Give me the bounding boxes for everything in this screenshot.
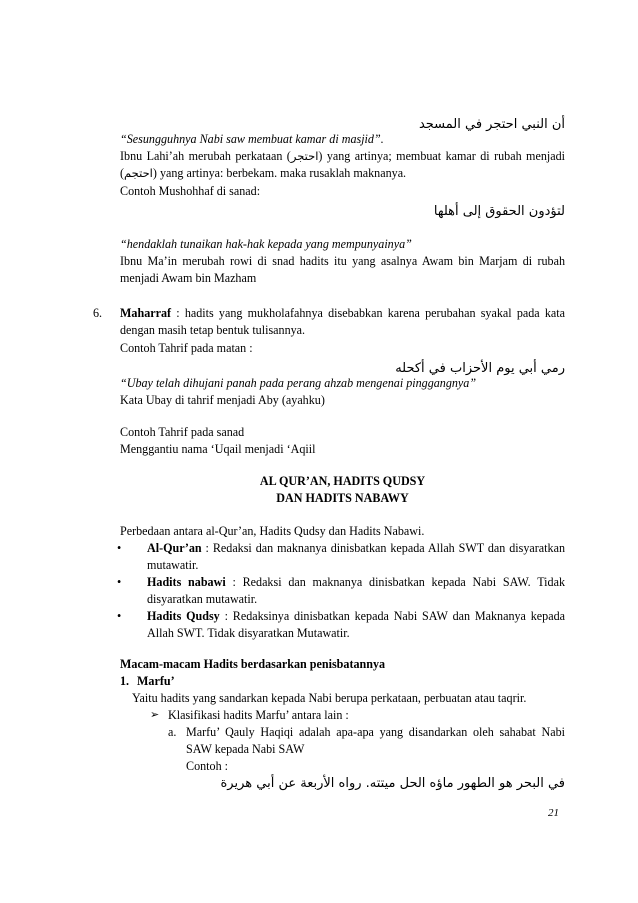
comparison-item-quran	[117, 540, 565, 574]
translation-ubay: “Ubay telah dihujani panah pada perang ahzab mengenai pinggangnya”	[120, 376, 477, 390]
explanation-ibnu-lahiah	[120, 148, 565, 182]
bullet: •	[117, 541, 122, 555]
arabic-hadith-latuaddunna: لتؤدون الحقوق إلى أهلها	[433, 204, 565, 219]
comparison-text: : Redaksi dan maknanya dinisbatkan kepada Nabi SAW. Tidak disyaratkan mutawatir.	[147, 575, 565, 607]
explanation-ibnu-main: Ibnu Ma’in merubah rowi di snad hadits itu yang asalnya Awam bin Marjam di rubah menjadi Awam bin Mazham	[120, 254, 565, 286]
marfu-number: 1.	[120, 674, 130, 688]
comparison-term: Hadits Qudsy	[147, 609, 220, 623]
comparison-term: Al-Qur’an	[147, 541, 202, 555]
item-6-definition	[120, 305, 565, 339]
klasifikasi-text: Klasifikasi hadits Marfu’ antara lain :	[168, 708, 349, 722]
sanad-mushohhaf-label: Contoh Mushohhaf di sanad:	[120, 184, 261, 198]
comparison-text: : Redaksinya dinisbatkan kepada Nabi SAW dan Maknanya kepada Allah SWT. Tidak disyaratkan Mutawatir.	[147, 609, 565, 641]
section-heading-line1: AL QUR’AN, HADITS QUDSY	[259, 474, 426, 488]
arabic-hadith-ihtajara: أن النبي احتجر في المسجد	[418, 117, 565, 132]
sub-a-text: Marfu’ Qauly Haqiqi adalah apa-apa yang disandarkan oleh sahabat Nabi SAW kepada Nabi SAW	[186, 725, 565, 757]
bullet: •	[117, 609, 122, 623]
explanation-text-c: ) yang artinya: berbekam. maka rusaklah maknanya.	[152, 166, 407, 181]
comparison-intro: Perbedaan antara al-Qur’an, Hadits Qudsy dan Hadits Nabawi.	[120, 524, 425, 538]
marfu-title: Marfu’	[137, 674, 175, 688]
arrow-bullet-icon: ➢	[150, 708, 160, 721]
page-number: 21	[548, 807, 559, 819]
comparison-item-hadits-nabawi	[117, 574, 565, 608]
arabic-word-ihtajama: احتجم	[124, 166, 153, 181]
marfu-definition: Yaitu hadits yang sandarkan kepada Nabi berupa perkataan, perbuatan atau taqrir.	[132, 691, 527, 705]
comparison-term: Hadits nabawi	[147, 575, 226, 589]
translation-ihtajara: “Sesungguhnya Nabi saw membuat kamar di masjid”.	[120, 132, 384, 146]
tahrif-sanad-text: Menggantiu nama ‘Uqail menjadi ‘Aqiil	[120, 442, 316, 456]
sub-a-label: a.	[168, 725, 177, 739]
comparison-item-hadits-qudsy	[117, 608, 565, 642]
comparison-text: : Redaksi dan maknanya dinisbatkan kepada Allah SWT dan disyaratkan mutawatir.	[147, 541, 565, 573]
translation-latuaddunna: “hendaklah tunaikan hak-hak kepada yang mempunyainya”	[120, 237, 412, 251]
macam-heading: Macam-macam Hadits berdasarkan penisbatannya	[120, 657, 386, 671]
explanation-text-b: ) yang artinya; membuat kamar di rubah menjadi (	[120, 149, 565, 181]
tahrif-sanad-label: Contoh Tahrif pada sanad	[120, 425, 245, 439]
explanation-text-a: Ibnu Lahi’ah merubah perkataan (	[120, 149, 291, 163]
tahrif-note: Kata Ubay di tahrif menjadi Aby (ayahku)	[120, 393, 325, 407]
arabic-word-ihtajara: احتجر	[290, 149, 319, 163]
contoh-label: Contoh :	[186, 759, 228, 773]
arabic-hadith-rumiya: رمي أبي يوم الأحزاب في أكحله	[395, 361, 565, 376]
tahrif-matan-label: Contoh Tahrif pada matan :	[120, 341, 253, 355]
bullet: •	[117, 575, 122, 589]
arabic-hadith-bahr: في البحر هو الطهور ماؤه الحل ميتته. رواه الأربعة عن أبي هريرة	[220, 776, 565, 791]
section-heading-line2: DAN HADITS NABAWY	[276, 491, 409, 505]
item-6-number: 6.	[93, 306, 103, 320]
item-6-term: Maharraf	[120, 306, 172, 320]
item-6-def-text: : hadits yang mukholafahnya disebabkan karena perubahan syakal pada kata dengan masih tetap bentuk tulisannya.	[120, 306, 565, 338]
